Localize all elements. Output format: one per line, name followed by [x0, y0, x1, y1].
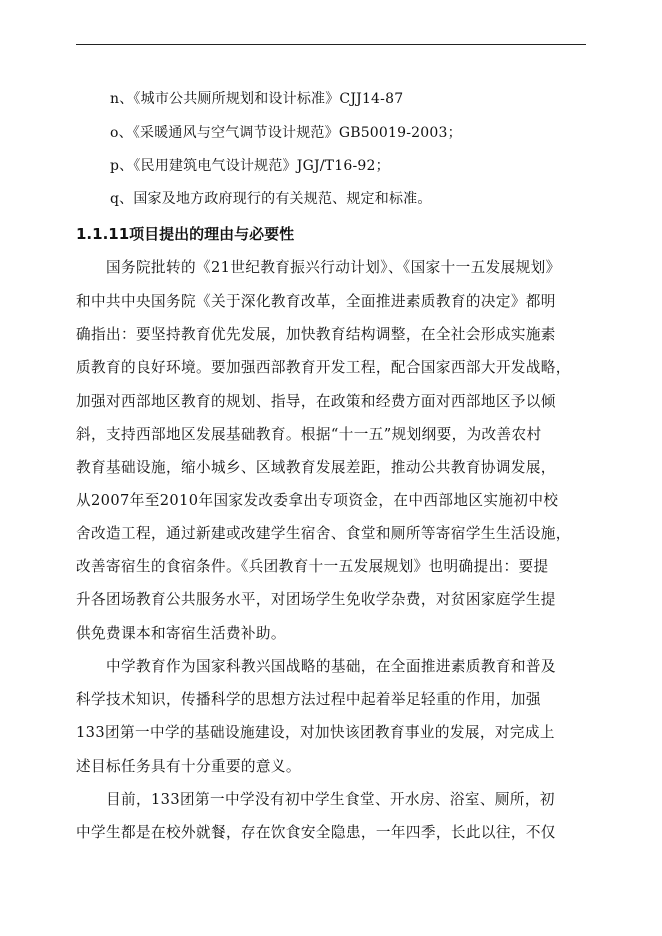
text-line: 教育基础设施，缩小城乡、区域教育发展差距，推动公共教育协调发展， [76, 459, 556, 476]
text-line: 确指出：要坚持教育优先发展，加快教育结构调整，在全社会形成实施素 [76, 326, 556, 343]
text-line: 斜，支持西部地区发展基础教育。根据“十一五”规划纲要，为改善农村 [76, 426, 542, 443]
text-line: 目前，133团第一中学没有初中学生食堂、开水房、浴室、厕所，初 [106, 791, 555, 808]
reference-item: o、《采暖通风与空气调节设计规范》GB50019-2003； [110, 125, 462, 141]
text-line: 中学生都是在校外就餐，存在饮食安全隐患，一年四季，长此以往，不仅 [76, 824, 556, 841]
text-line: 中学教育作为国家科教兴国战略的基础，在全面推进素质教育和普及 [106, 658, 556, 675]
text-line: 133团第一中学的基础设施建设，对加快该团教育事业的发展，对完成上 [76, 724, 555, 741]
text-line: 和中共中央国务院《关于深化教育改革，全面推进素质教育的决定》都明 [76, 293, 556, 310]
text-line: 升各团场教育公共服务水平，对团场学生免收学杂费，对贫困家庭学生提 [76, 591, 556, 608]
section-heading: 1.1.11项目提出的理由与必要性 [76, 225, 295, 243]
text-line: 述目标任务具有十分重要的意义。 [76, 758, 301, 775]
text-line: 改善寄宿生的食宿条件。《兵团教育十一五发展规划》也明确提出：要提 [76, 558, 549, 575]
header-rule [76, 44, 586, 45]
text-line: 质教育的良好环境。要加强西部教育开发工程，配合国家西部大开发战略， [76, 359, 571, 376]
text-line: 加强对西部地区教育的规划、指导，在政策和经费方面对西部地区予以倾 [76, 393, 556, 410]
text-line: 从2007年至2010年国家发改委拿出专项资金，在中西部地区实施初中校 [76, 492, 559, 509]
text-line: 科学技术知识，传播科学的思想方法过程中起着举足轻重的作用，加强 [76, 691, 541, 708]
text-line: 国务院批转的《21世纪教育振兴行动计划》、《国家十一五发展规划》 [106, 259, 561, 276]
reference-item: p、《民用建筑电气设计规范》JGJ/T16-92； [110, 158, 390, 174]
reference-item: q、国家及地方政府现行的有关规范、规定和标准。 [110, 191, 432, 207]
text-line: 舍改造工程，通过新建或改建学生宿舍、食堂和厕所等寄宿学生生活设施， [76, 525, 571, 542]
reference-item: n、《城市公共厕所规划和设计标准》CJJ14-87 [110, 91, 404, 107]
text-line: 供免费课本和寄宿生活费补助。 [76, 625, 286, 642]
